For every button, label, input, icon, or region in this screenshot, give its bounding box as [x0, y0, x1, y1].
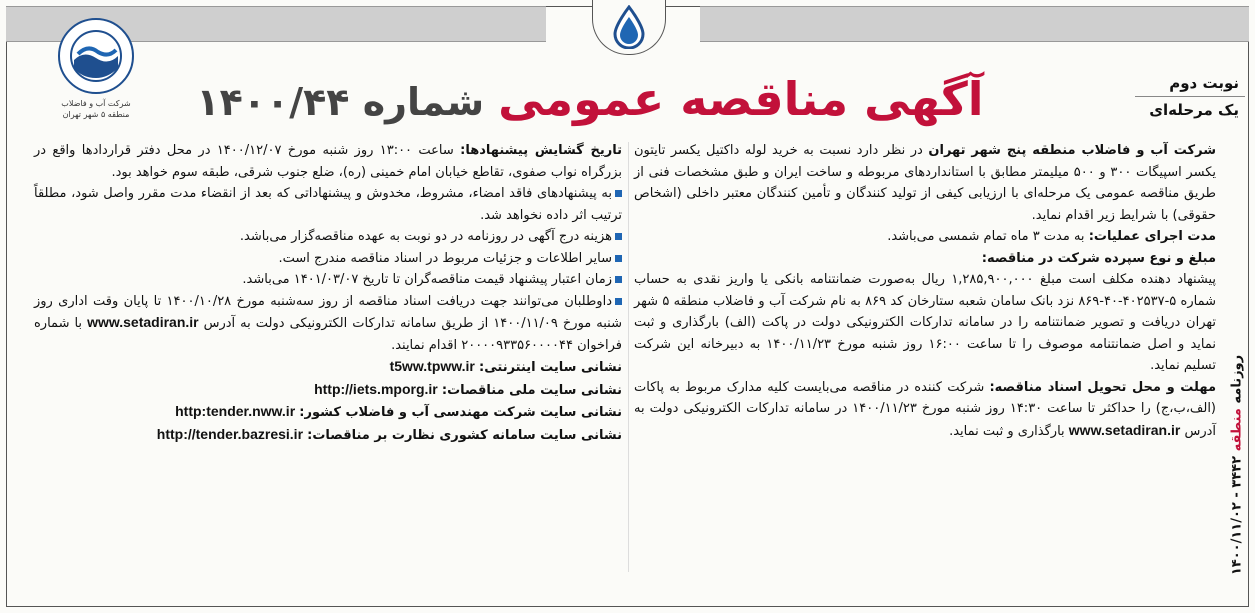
site-row-national-tenders	[34, 379, 622, 402]
square-bullet-icon	[615, 233, 622, 240]
opening-text: ساعت ۱۳:۰۰ روز شنبه مورخ ۱۴۰۰/۱۲/۰۷ در محل دفتر قراردادها واقع در بزرگراه نواب صفوی، تقاطع خیابان امام خمینی (ره)، ضلع جنوب شرقی، طبقه سوم خواهد بود.	[34, 143, 622, 180]
opening-label: تاریخ گشایش پیشنهادها:	[460, 143, 622, 158]
intro-text: در نظر دارد نسبت به خرید لوله داکتیل یکسر تایتون یکسر اسپیگات ۳۰۰ و ۵۰۰ میلیمتر مطابق با استانداردهای مربوطه و ساخت ایران و طبق مشخصات فنی از طریق مناقصه عمومی یک مرحله‌ای با ارزیابی کیفی از تولید کنندگان و تأمین کنندگان معتبر داخلی (اشخاص حقوقی) با شرایط زیر اقدام نماید.	[634, 143, 1217, 223]
stage-label: یک مرحله‌ای	[1149, 101, 1239, 119]
deadline-label: مهلت و محل تحویل اسناد مناقصه:	[989, 379, 1216, 395]
site-link[interactable]: http://tender.bazresi.ir	[156, 425, 304, 442]
deadline-text: شرکت کننده در مناقصه می‌بایست کلیه مدارک مربوط به پاکات (الف،ب،ج) را حداکثر تا ساعت ۱۴:۳۰ روز شنبه مورخ ۱۴۰۰/۱۱/۲۳ در سامانه تدارکات الکترونیکی دولت به آدرس	[634, 379, 1216, 439]
water-drop-logo-icon	[58, 18, 134, 94]
notice-number: شماره ۱۴۰۰/۴۴	[196, 80, 485, 124]
setadiran-link[interactable]: www.setadiran.ir	[87, 314, 199, 330]
duration-paragraph	[634, 226, 1216, 248]
setadiran-link[interactable]: www.setadiran.ir	[1068, 421, 1181, 438]
column-divider	[628, 142, 629, 572]
round-label: نوبت دوم	[1135, 70, 1245, 97]
bullet-item	[34, 226, 622, 248]
bullet-text: هزینه درج آگهی در روزنامه در دو نوبت به عهده مناقصه‌گزار می‌باشد.	[239, 229, 612, 244]
site-label: نشانی سایت شرکت مهندسی آب و فاضلاب کشور:	[299, 405, 622, 420]
bullet-text: سایر اطلاعات و جزئیات مربوط در اسناد مناقصه مندرج است.	[278, 250, 612, 266]
duration-text: به مدت ۳ ماه تمام شمسی می‌باشد.	[887, 229, 1089, 244]
guarantee-heading: مبلغ و نوع سپرده شرکت در مناقصه:	[981, 250, 1216, 266]
square-bullet-icon	[615, 255, 622, 262]
square-bullet-icon	[615, 276, 622, 283]
site-link[interactable]: t5ww.tpww.ir	[389, 358, 475, 374]
bullet-tail: با شماره فراخوان ۲۰۰۰۰۹۳۳۵۶۰۰۰۰۴۴ اقدام نمایند.	[34, 316, 622, 353]
site-row-bazresi	[34, 424, 622, 447]
bullet-item	[34, 269, 622, 291]
site-label: نشانی سایت ملی مناقصات:	[441, 382, 622, 398]
deadline-paragraph	[634, 377, 1216, 443]
duration-label: مدت اجرای عملیات:	[1088, 229, 1216, 244]
site-row-nww	[34, 401, 622, 424]
site-link[interactable]: http:tender.nww.ir	[175, 403, 296, 419]
top-band-right	[700, 6, 1249, 42]
notice-title-main: آگهی مناقصه عمومی	[498, 72, 984, 126]
right-column	[634, 140, 1216, 442]
intro-paragraph	[634, 140, 1216, 226]
company-logo	[46, 18, 146, 128]
newspaper-word: روزنامه	[1229, 354, 1245, 404]
bullet-text: زمان اعتبار پیشنهاد قیمت مناقصه‌گران تا تاریخ ۱۴۰۱/۰۳/۰۷ می‌باشد.	[242, 272, 612, 287]
bullet-item	[34, 248, 622, 270]
notice-title	[196, 64, 984, 134]
newspaper-side-label	[1227, 330, 1247, 600]
newspaper-brand: منطقه	[1229, 408, 1245, 452]
logo-caption	[61, 98, 130, 120]
notice-round	[1135, 70, 1245, 123]
site-label: نشانی سایت اینترنتی:	[479, 360, 622, 375]
left-column	[34, 140, 622, 446]
water-drop-icon	[612, 5, 646, 49]
bullet-text: به پیشنهادهای فاقد امضاء، مشروط، مخدوش و پیشنهاداتی که بعد از انقضاء مدت مقرر واصل شود، مطلقاً ترتیب اثر داده نخواهد شد.	[34, 186, 622, 223]
logo-caption-line1: شرکت آب و فاضلاب	[61, 99, 131, 108]
guarantee-text: پیشنهاد دهنده مکلف است مبلغ ۱,۲۸۵,۹۰۰,۰۰۰ ریال به‌صورت ضمانتنامه بانکی یا واریز نقدی به حساب شماره ۵-۴۰۲۵۳۷-۴۰-۸۶۹ نزد بانک سامان شعبه ستارخان کد ۸۶۹ به نام شرکت آب و فاضلاب منطقه ۵ شهر تهران دریافت و تصویر ضمانتنامه را در سامانه تدارکات الکترونیکی دولت در پاکت (الف) بارگذاری و ثبت نماید و اصل ضمانتنامه موصوف را تا ساعت ۱۶:۰۰ روز شنبه مورخ ۱۴۰۰/۱۱/۲۳ به دبیرخانه این شرکت تسلیم نماید.	[634, 272, 1217, 373]
square-bullet-icon	[615, 190, 622, 197]
bullet-item	[34, 291, 622, 357]
square-bullet-icon	[615, 298, 622, 305]
company-name: شرکت آب و فاضلاب منطقه پنج شهر تهران	[928, 143, 1216, 158]
opening-paragraph	[34, 140, 622, 183]
logo-caption-line2: منطقه ۵ شهر تهران	[62, 110, 130, 119]
deadline-tail: بارگذاری و ثبت نماید.	[949, 423, 1069, 439]
site-label: نشانی سایت سامانه کشوری نظارت بر مناقصات:	[307, 427, 622, 443]
bullet-item	[34, 183, 622, 226]
site-link[interactable]: http://iets.mporg.ir	[314, 380, 438, 397]
issue-info: ۳۴۴۲ - ۱۴۰۰/۱۱/۰۲	[1229, 455, 1245, 576]
site-row-internet	[34, 356, 622, 379]
bullet-text: داوطلبان می‌توانند جهت دریافت اسناد مناقصه از روز سه‌شنبه مورخ ۱۴۰۰/۱۰/۲۸ تا پایان وقت اداری روز شنبه مورخ ۱۴۰۰/۱۱/۰۹ از طریق سامانه تدارکات الکترونیکی دولت به آدرس	[34, 293, 622, 331]
